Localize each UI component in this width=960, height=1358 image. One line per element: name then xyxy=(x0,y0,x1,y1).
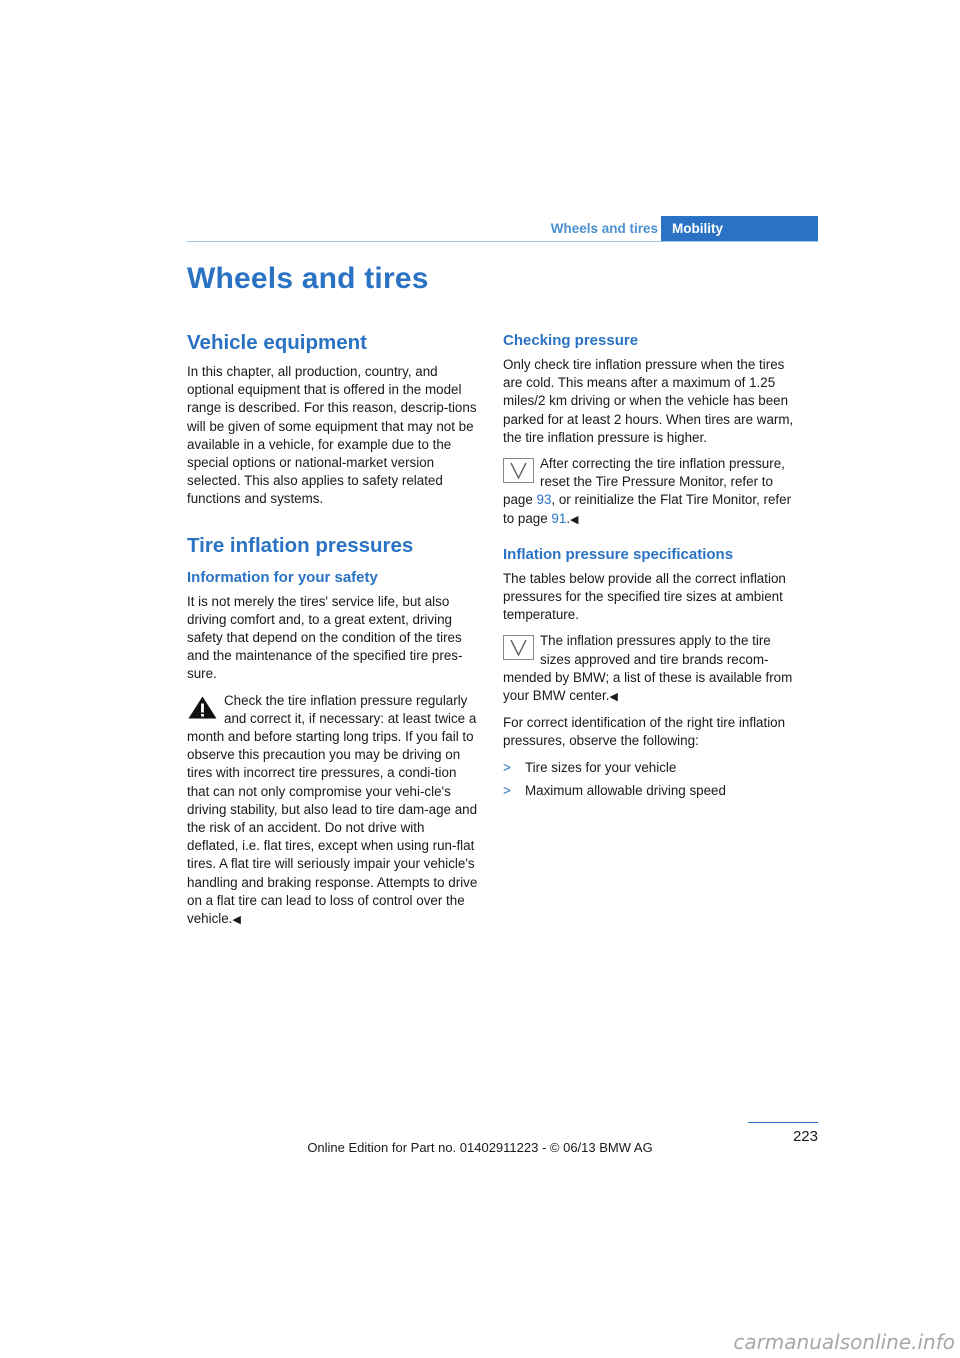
list-item xyxy=(503,782,795,800)
heading-information-safety: Information for your safety xyxy=(187,568,378,586)
bullet-marker: > xyxy=(503,782,511,798)
header-chapter-tab: Mobility xyxy=(661,216,818,242)
monitor-note-middle: , or reinitialize the Flat Tire Monitor, refer to page xyxy=(503,492,792,526)
edition-footer: Online Edition for Part no. 01402911223 - © 06/13 BMW AG xyxy=(307,1140,653,1155)
list-item-text: Maximum allowable driving speed xyxy=(525,782,726,798)
heading-vehicle-equipment: Vehicle equipment xyxy=(187,331,367,354)
end-mark: ◀ xyxy=(232,914,241,927)
warning-text xyxy=(187,728,479,929)
approved-note-text xyxy=(503,669,795,706)
checking-pressure-text: Only check tire inflation pressure when the tires are cold. This means after a maximum of 1.25 miles/2 km driving or when the vehicle has been parked for at least 2 hours. When tires are warm, the tire inflation pressure is higher. xyxy=(503,357,794,445)
monitor-note-line-1: After correcting the tire inflation pressure, xyxy=(540,456,785,472)
approved-note-rest: mended by BMW; a list of these is available from your BMW center. xyxy=(503,669,793,704)
page-link-91[interactable]: 91 xyxy=(551,510,567,526)
monitor-note-line-2: reset the Tire Pressure Monitor, refer to xyxy=(540,474,773,490)
list-item-text: Tire sizes for your vehicle xyxy=(525,759,677,775)
page-number: 223 xyxy=(792,1128,818,1145)
vehicle-equipment-text: In this chapter, all production, country, and optional equipment that is offered in the model range is described. For this reason, descrip-tions will be given of some equipment that may not be available in a vehicle, for example due to the special options or national-market version selected. This also applies to safety related functions and systems. xyxy=(187,364,477,507)
monitor-note-text xyxy=(503,491,795,528)
identification-text: For correct identification of the right tire inflation pressures, observe the following: xyxy=(503,715,786,749)
approved-note-line-1: The inflation pressures apply to the tire xyxy=(540,633,771,649)
list-item xyxy=(503,759,795,777)
note-arrow-icon xyxy=(503,458,534,483)
heading-tire-inflation-pressures: Tire inflation pressures xyxy=(187,533,414,557)
watermark: carmanualsonline.info xyxy=(733,1330,955,1354)
warning-line-1: Check the tire inflation pressure regularly xyxy=(224,692,468,708)
specifications-text: The tables below provide all the correct inflation pressures for the specified tire sizes at ambient temperature. xyxy=(503,570,786,623)
note-arrow-icon xyxy=(503,635,534,660)
monitor-note-suffix: . xyxy=(566,510,571,526)
end-mark: ◀ xyxy=(609,691,618,704)
left-column xyxy=(187,328,479,929)
approved-sizes-note xyxy=(503,632,795,706)
heading-inflation-specifications: Inflation pressure specifications xyxy=(503,545,734,563)
bullet-marker: > xyxy=(503,759,511,775)
right-column xyxy=(503,329,795,805)
warning-rest: month and before starting long trips. If you fail to observe this precaution you may be driving on tires with incorrect tire pressures, a condi-tion that can not only compromise your vehi-cle's driving stability, but also lead to tire dam-age and the risk of an accident. Do not drive with deflated, i.e. flat tires, except when using run-flat tires. A flat tire will seriously impair your vehicle's handling and braking response. Attempts to drive on a flat tire can lead to loss of control over the vehicle. xyxy=(187,729,478,927)
approved-note-line-2: sizes approved and tire brands recom- xyxy=(540,651,769,667)
monitor-note-prefix: page xyxy=(503,492,537,508)
warning-line-2: and correct it, if necessary: at least twice a xyxy=(224,710,477,726)
warning-note xyxy=(187,692,479,930)
monitor-note xyxy=(503,455,795,529)
header-rule xyxy=(187,241,818,242)
header-section-label: Wheels and tires xyxy=(550,221,658,236)
end-mark: ◀ xyxy=(570,513,579,526)
page-link-93[interactable]: 93 xyxy=(536,492,552,508)
heading-checking-pressure: Checking pressure xyxy=(503,332,639,349)
page-title: Wheels and tires xyxy=(187,262,429,295)
warning-triangle-icon xyxy=(187,695,218,720)
footer-rule xyxy=(748,1122,818,1123)
safety-info-text: It is not merely the tires' service life, but also driving comfort and, to a great extent, driving safety that depend on the condition of the tires and the maintenance of the specified tire pres-sure. xyxy=(187,593,463,682)
